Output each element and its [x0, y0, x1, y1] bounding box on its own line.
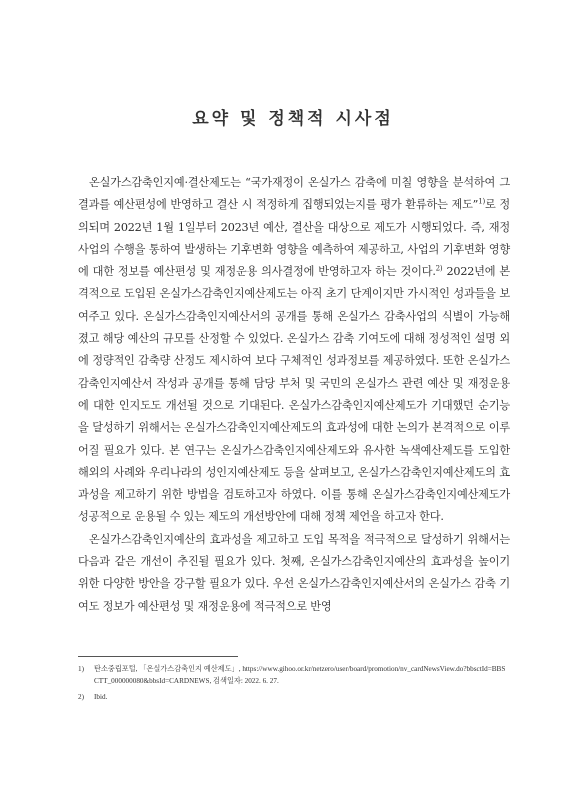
footnote-text: 탄소중립포털, 「온실가스감축인지 예산제도」, https://www.gihoo.or.kr/netzero/user/board/promotion/nv_cardNewsView.do?bbsctId=BBSCTT_000000080&bbsId=CARDNEWS, 검색일자: 2022. 6. 27.	[94, 665, 506, 685]
paragraph-1-text-before: 온실가스감축인지예·결산제도는 “국가재정이 온실가스 감축에 미칠 영향을 분석하여 그 결과를 예산편성에 반영하고 결산 시 적정하게 집행되었는지를 평가 환류하는 제도”	[78, 176, 510, 212]
footnote-ref-2[interactable]: 2)	[435, 264, 443, 273]
section-title: 요약 및 정책적 시사점	[192, 109, 394, 129]
footnote-ref-1[interactable]: 1)	[478, 197, 485, 206]
paragraph-1	[78, 172, 510, 529]
footnote-2	[78, 692, 510, 704]
footnote-divider	[78, 656, 238, 657]
paragraph-1-text-after: 2022년에 본격적으로 도입된 온실가스감축인지예산제도는 아직 초기 단계이지만 가시적인 성과들을 보여주고 있다. 온실가스감축인지예산서의 공개를 통해 온실가스 감축사업의 식별이 가능해졌고 해당 예산의 규모를 산정할 수 있었다. 온실가스 감축 기여도에 대해 정성적인 설명 외에 정량적인 감축량 산정도 제시하여 보다 구체적인 성과정보를 제공하였다. 또한 온실가스감축인지예산서 작성과 공개를 통해 담당 부처 및 국민의 온실가스 관련 예산 및 재정운용에 대한 인지도도 개선될 것으로 기대된다. 온실가스감축인지예산제도가 기대했던 순기능을 달성하기 위해서는 온실가스감축인지예산제도의 효과성에 대한 논의가 본격적으로 이루어질 필요가 있다. 본 연구는 온실가스감축인지예산제도와 유사한 녹색예산제도를 도입한 해외의 사례와 우리나라의 성인지예산제도 등을 살펴보고, 온실가스감축인지예산제도의 효과성을 제고하기 위한 방법을 검토하고자 하였다. 이를 통해 온실가스감축인지예산제도가 성공적으로 운용될 수 있는 제도의 개선방안에 대해 정책 제언을 하고자 한다.	[78, 265, 510, 524]
paragraph-2: 온실가스감축인지예산의 효과성을 제고하고 도입 목적을 적극적으로 달성하기 위해서는 다음과 같은 개선이 추진될 필요가 있다. 첫째, 온실가스감축인지예산의 효과성을 높이기 위한 다양한 방안을 강구할 필요가 있다. 우선 온실가스감축인지예산서의 온실가스 감축 기여도 정보가 예산편성 및 재정운용에 적극적으로 반영	[78, 532, 510, 613]
footnote-number: 1)	[78, 665, 84, 673]
footnote-1	[78, 664, 510, 687]
footnotes	[78, 664, 510, 709]
footnote-text: Ibid.	[94, 693, 108, 701]
footnote-number: 2)	[78, 693, 84, 701]
body-text	[78, 172, 510, 618]
paragraph-1-text-middle: 로 정의되며 2022년 1월 1일부터 2023년 예산, 결산을 대상으로 제도가 시행되었다. 즉, 재정사업의 수행을 통하여 발생하는 기후변화 영향을 예측하여 제공하고, 사업의 기후변화 영향에 대한 정보를 예산편성 및 재정운용 의사결정에 반영하고자 하는 것이다.	[78, 198, 510, 279]
